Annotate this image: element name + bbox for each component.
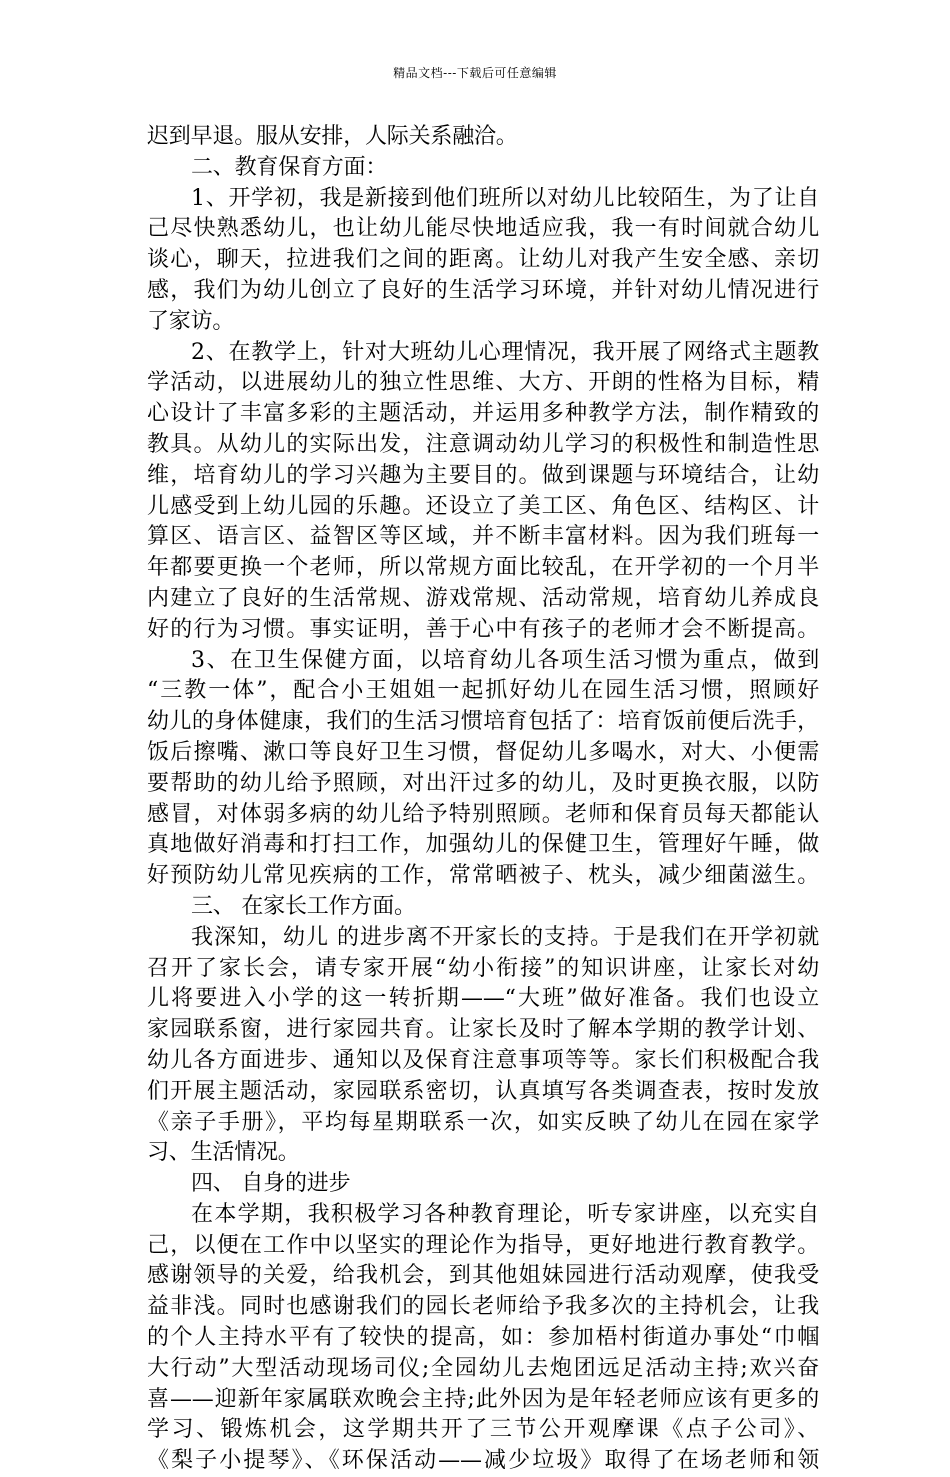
text-line: 迟到早退。服从安排，人际关系融洽。 xyxy=(147,124,518,149)
text-line: 二、教育保育方面： xyxy=(191,154,388,180)
text-line: 维，培育幼儿的学习兴趣为主要目的。做到课题与环境结合，让幼 xyxy=(147,462,819,488)
text-line: 学习、锻炼机会，这学期共开了三节公开观摩课《点子公司》、 xyxy=(147,1417,819,1443)
text-line: 益非浅。同时也感谢我们的园长老师给予我多次的主持机会，让我 xyxy=(147,1294,819,1320)
text-line: 算区、语言区、益智区等区域，并不断丰富材料。因为我们班每一 xyxy=(147,524,819,550)
text-line: 大行动”大型活动现场司仪;全园幼儿去炮团远足活动主持;欢兴奋 xyxy=(147,1355,819,1381)
text-line: 教具。从幼儿的实际出发，注意调动幼儿学习的积极性和制造性思 xyxy=(147,431,819,457)
text-line: 家园联系窗，进行家园共育。让家长及时了解本学期的教学计划、 xyxy=(147,1017,819,1043)
text-line: 3、在卫生保健方面，以培育幼儿各项生活习惯为重点，做到 xyxy=(191,647,819,673)
text-line: 召开了家长会，请专家开展“幼小衔接”的知识讲座，让家长对幼 xyxy=(147,955,819,981)
text-line: 们开展主题活动，家园联系密切，认真填写各类调查表，按时发放 xyxy=(147,1078,819,1104)
text-line: 年都要更换一个老师，所以常规方面比较乱，在开学初的一个月半 xyxy=(147,555,819,581)
text-line: 习、生活情况。 xyxy=(147,1140,300,1166)
text-line: 儿将要进入小学的这一转折期——“大班”做好准备。我们也设立 xyxy=(147,986,819,1012)
text-line: 己，以便在工作中以坚实的理论作为指导，更好地进行教育教学。 xyxy=(147,1232,819,1258)
text-line: 饭后擦嘴、漱口等良好卫生习惯，督促幼儿多喝水，对大、小便需 xyxy=(147,739,819,765)
text-line: 儿感受到上幼儿园的乐趣。还设立了美工区、角色区、结构区、计 xyxy=(147,493,819,519)
text-line: 己尽快熟悉幼儿，也让幼儿能尽快地适应我，我一有时间就合幼儿 xyxy=(147,216,819,242)
text-line: 感冒，对体弱多病的幼儿给予特别照顾。老师和保育员每天都能认 xyxy=(147,801,819,827)
text-line: 在本学期，我积极学习各种教育理论，听专家讲座，以充实自 xyxy=(191,1201,819,1227)
text-line: 真地做好消毒和打扫工作，加强幼儿的保健卫生，管理好午睡，做 xyxy=(147,832,819,858)
text-line: 好预防幼儿常见疾病的工作，常常晒被子、枕头，减少细菌滋生。 xyxy=(147,863,819,889)
text-line: 内建立了良好的生活常规、游戏常规、活动常规，培育幼儿养成良 xyxy=(147,585,819,611)
text-line: 1、开学初，我是新接到他们班所以对幼儿比较陌生，为了让自 xyxy=(191,185,819,211)
text-line: 感谢领导的关爱，给我机会，到其他姐妹园进行活动观摩，使我受 xyxy=(147,1263,819,1289)
text-line: 要帮助的幼儿给予照顾，对出汗过多的幼儿，及时更换衣服，以防 xyxy=(147,770,819,796)
text-line: 心设计了丰富多彩的主题活动，并运用多种教学方法，制作精致的 xyxy=(147,401,819,427)
text-line: 三、 在家长工作方面。 xyxy=(191,893,416,919)
document-body xyxy=(147,122,819,1477)
text-line: 学活动，以进展幼儿的独立性思维、大方、开朗的性格为目标，精 xyxy=(147,370,819,396)
text-line: 喜——迎新年家属联欢晚会主持;此外因为是年轻老师应该有更多的 xyxy=(147,1386,819,1412)
text-line: 我深知，幼儿 的进步离不开家长的支持。于是我们在开学初就 xyxy=(191,924,819,950)
text-line: 《梨子小提琴》、《环保活动——减少垃圾》取得了在场老师和领 xyxy=(147,1448,819,1474)
text-line: 《亲子手册》，平均每星期联系一次，如实反映了幼儿在园在家学 xyxy=(147,1109,819,1135)
text-line: “三教一体”，配合小王姐姐一起抓好幼儿在园生活习惯，照顾好 xyxy=(147,678,819,704)
text-line: 谈心，聊天，拉进我们之间的距离。让幼儿对我产生安全感、亲切 xyxy=(147,247,819,273)
text-line: 幼儿各方面进步、通知以及保育注意事项等等。家长们积极配合我 xyxy=(147,1047,819,1073)
text-line: 幼儿的身体健康，我们的生活习惯培育包括了：培育饭前便后洗手， xyxy=(147,709,819,735)
text-line: 2、在教学上，针对大班幼儿心理情况，我开展了网络式主题教 xyxy=(191,339,819,365)
text-line: 好的行为习惯。事实证明，善于心中有孩子的老师才会不断提高。 xyxy=(147,616,819,642)
page-header: 精品文档---下载后可任意编辑 xyxy=(393,66,557,80)
text-line: 感，我们为幼儿创立了良好的生活学习环境，并针对幼儿情况进行 xyxy=(147,277,819,303)
text-line: 四、 自身的进步 xyxy=(191,1171,351,1197)
text-line: 的个人主持水平有了较快的提高，如：参加梧村街道办事处“巾帼 xyxy=(147,1325,819,1351)
text-line: 了家访。 xyxy=(147,308,235,334)
